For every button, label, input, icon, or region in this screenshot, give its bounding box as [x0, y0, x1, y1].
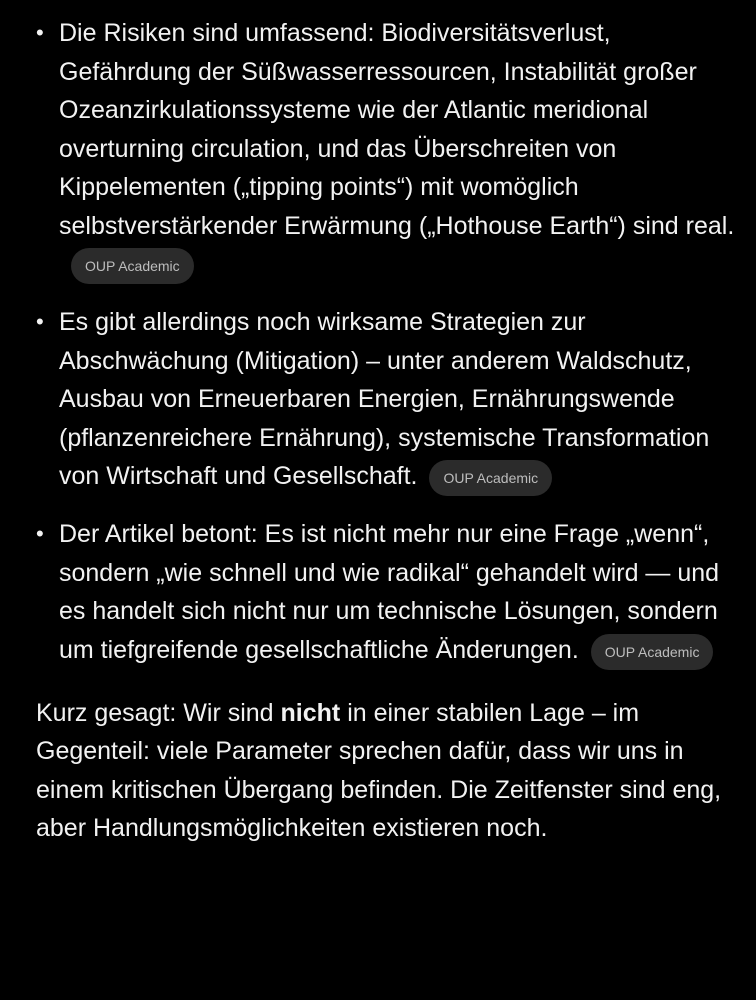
list-item — [36, 515, 736, 670]
list-item — [36, 303, 736, 496]
summary-paragraph — [36, 694, 736, 848]
bullet-marker: • — [36, 20, 44, 45]
citation-chip[interactable]: OUP Academic — [591, 634, 714, 670]
summary-text-after: in einer stabilen Lage – im Gegenteil: viele Parameter sprechen dafür, dass wir uns in einem kritischen Übergang befinden. Die Zeitfenster sind eng, aber Handlungsmöglichkeiten existieren noch. — [36, 698, 722, 842]
summary-text-before: Kurz gesagt: Wir sind — [36, 698, 281, 727]
bullet-text: Die Risiken sind umfassend: Biodiversitätsverlust, Gefährdung der Süßwasserressourcen, Instabilität großer Ozeanzirkulationssysteme wie der Atlantic meridional overturning circulation, und das Überschreiten von Kippelementen („tipping points“) mit womöglich selbstverstärkender Erwärmung („Hothouse Earth“) sind real. — [59, 19, 735, 240]
bullet-marker: • — [36, 521, 44, 546]
citation-chip[interactable]: OUP Academic — [71, 248, 194, 284]
list-item — [36, 14, 736, 284]
citation-chip[interactable]: OUP Academic — [429, 460, 552, 496]
bullet-marker: • — [36, 309, 44, 334]
summary-emphasis: nicht — [280, 698, 341, 727]
bullet-text: Es gibt allerdings noch wirksame Strategien zur Abschwächung (Mitigation) – unter anderem Waldschutz, Ausbau von Erneuerbaren Energien, Ernährungswende (pflanzenreichere Ernährung), systemische Transformation von Wirtschaft und Gesellschaft. — [59, 308, 710, 490]
bullet-list — [36, 14, 736, 670]
bullet-text: Der Artikel betont: Es ist nicht mehr nur eine Frage „wenn“, sondern „wie schnell und wie radikal“ gehandelt wird — und es handelt sich nicht nur um technische Lösungen, sondern um tiefgreifende gesellschaftliche Änderungen. — [59, 520, 720, 664]
